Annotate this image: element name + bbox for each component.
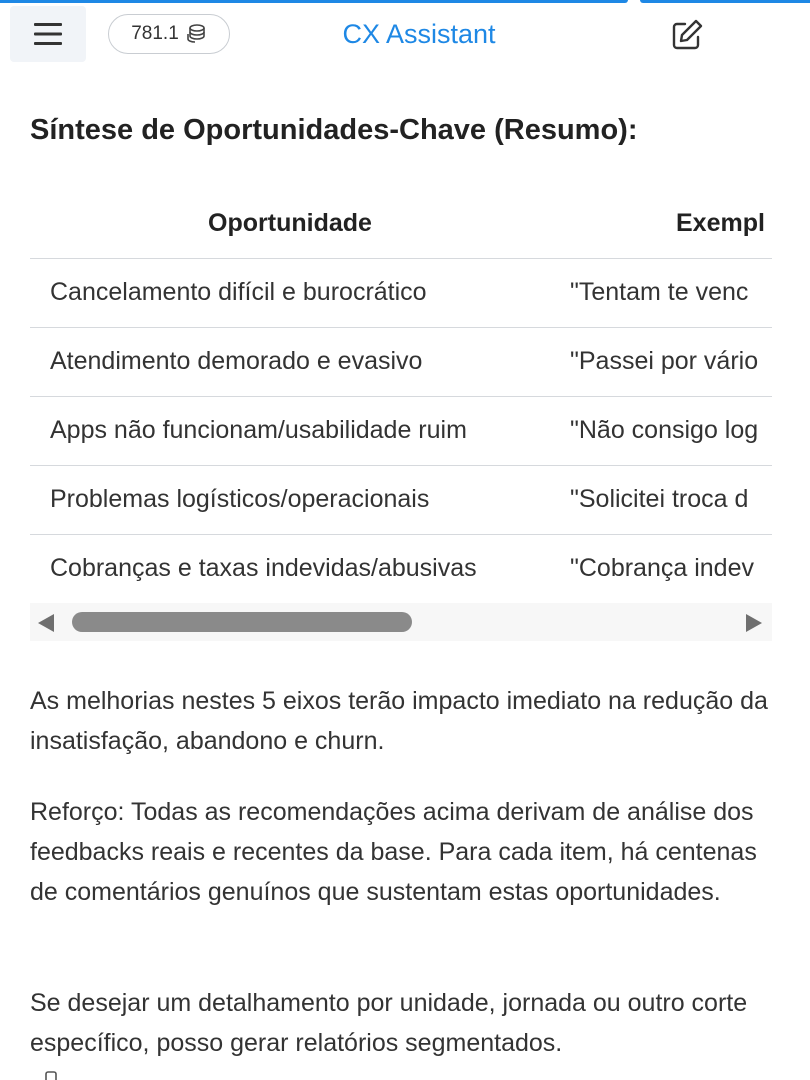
column-header-examples: Exempl [550,190,772,258]
copy-icon[interactable] [40,1070,60,1080]
table-row [30,396,772,465]
table-header-row [30,190,772,258]
table-cell: Cancelamento difícil e burocrático [30,258,550,327]
table-row [30,534,772,603]
column-header-opportunity: Oportunidade [30,190,550,258]
offer-paragraph: Se desejar um detalhamento por unidade, jornada ou outro corte específico, posso gerar relatórios segmentados. [30,989,748,1057]
hamburger-menu-icon [33,22,63,46]
table-cell: Apps não funcionam/usabilidade ruim [30,396,550,465]
section-title: Síntese de Oportunidades-Chave (Resumo): [30,114,638,146]
table-cell: "Tentam te venc [550,258,772,327]
table-row [30,258,772,327]
table-row [30,465,772,534]
app-header [0,0,810,66]
table-cell: Atendimento demorado e evasivo [30,327,550,396]
opportunities-table-container[interactable] [30,190,772,640]
scroll-left-arrow-icon[interactable] [38,614,54,632]
scroll-thumb[interactable] [72,612,412,632]
credits-badge[interactable] [108,14,230,54]
edit-compose-icon [670,18,704,52]
opportunities-table [30,190,772,604]
reinforcement-paragraph: Reforço: Todas as recomendações acima derivam de análise dos feedbacks reais e recentes da base. Para cada item, há centenas de comentários genuínos que sustentam estas oportunidades. [30,798,757,906]
table-cell: Problemas logísticos/operacionais [30,465,550,534]
app-title: CX Assistant [342,19,496,49]
table-cell: "Cobrança indev [550,534,772,603]
table-cell: "Não consigo log [550,396,772,465]
table-row [30,327,772,396]
horizontal-scrollbar[interactable] [30,603,772,641]
new-chat-button[interactable] [664,12,710,58]
table-cell: "Solicitei troca d [550,465,772,534]
credits-value: 781.1 [131,23,179,44]
menu-button[interactable] [10,6,86,62]
summary-paragraph: As melhorias nestes 5 eixos terão impacto imediato na redução da insatisfação, abandono e churn. [30,687,768,755]
scroll-right-arrow-icon[interactable] [746,614,762,632]
coins-stack-icon [185,23,207,45]
table-cell: "Passei por vário [550,327,772,396]
table-cell: Cobranças e taxas indevidas/abusivas [30,534,550,603]
